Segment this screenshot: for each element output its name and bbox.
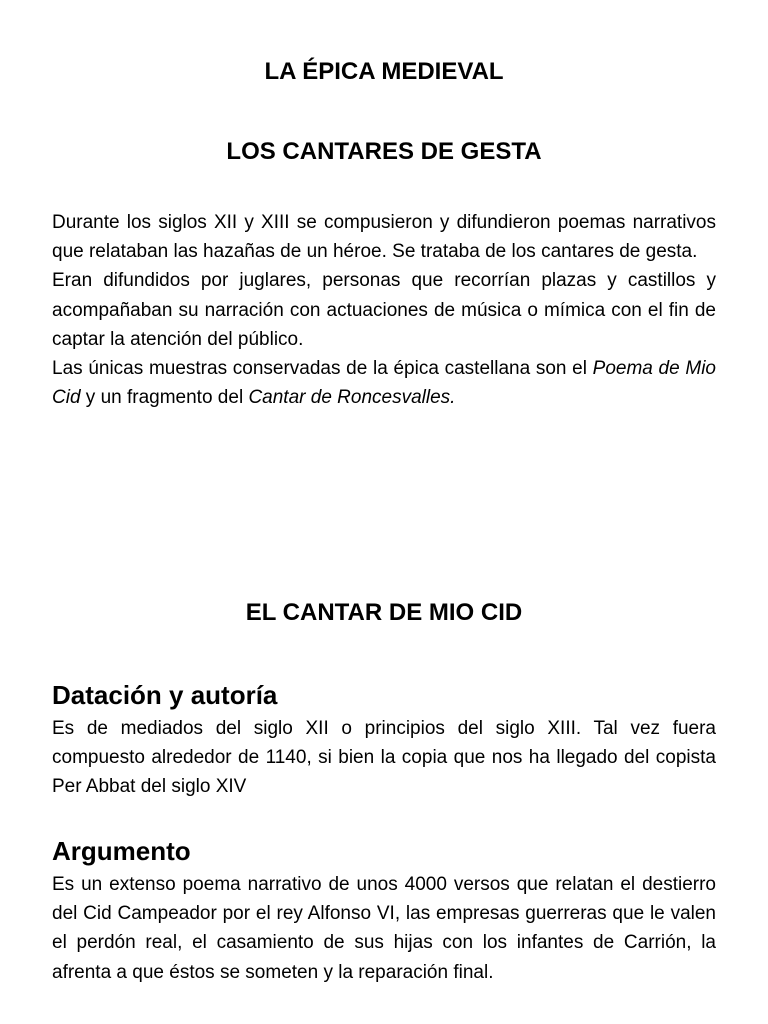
section-heading: Datación y autoría — [52, 680, 278, 710]
intro-text — [52, 208, 716, 412]
section-title: EL CANTAR DE MIO CID — [245, 599, 523, 626]
document-subtitle: LOS CANTARES DE GESTA — [226, 138, 542, 165]
section-text: Es de mediados del siglo XII o principios del siglo XIII. Tal vez fuera compuesto alrededor de 1140, si bien la copia que nos ha llegado del copista Per Abbat del siglo XIV — [52, 718, 716, 798]
intro-paragraph: Eran difundidos por juglares, personas que recorrían plazas y castillos y acompañaban su narración con actuaciones de música o mímica con el fin de captar la atención del público. — [52, 270, 716, 350]
section-datacion — [52, 679, 716, 802]
work-title-poema: Poema de Mio Cid — [52, 358, 716, 409]
intro-text-part: Las únicas muestras conservadas de la épica castellana son el — [52, 358, 593, 380]
intro-paragraph: Durante los siglos XII y XIII se compusieron y difundieron poemas narrativos que relataban las hazañas de un héroe. Se trataba de los cantares de gesta. — [52, 212, 716, 263]
intro-paragraph-last — [52, 354, 716, 412]
document-title: LA ÉPICA MEDIEVAL — [264, 58, 504, 85]
work-title-roncesvalles: Cantar de Roncesvalles. — [248, 387, 456, 409]
section-text: Es un extenso poema narrativo de unos 4000 versos que relatan el destierro del Cid Campeador por el rey Alfonso VI, las empresas guerreras que le valen el perdón real, el casamiento de sus hijas con los infantes de Carrión, la afrenta a que éstos se someten y la reparación final. — [52, 874, 716, 983]
section-heading: Argumento — [52, 836, 191, 866]
intro-text-part: y un fragmento del — [80, 387, 249, 409]
section-argumento — [52, 835, 716, 987]
